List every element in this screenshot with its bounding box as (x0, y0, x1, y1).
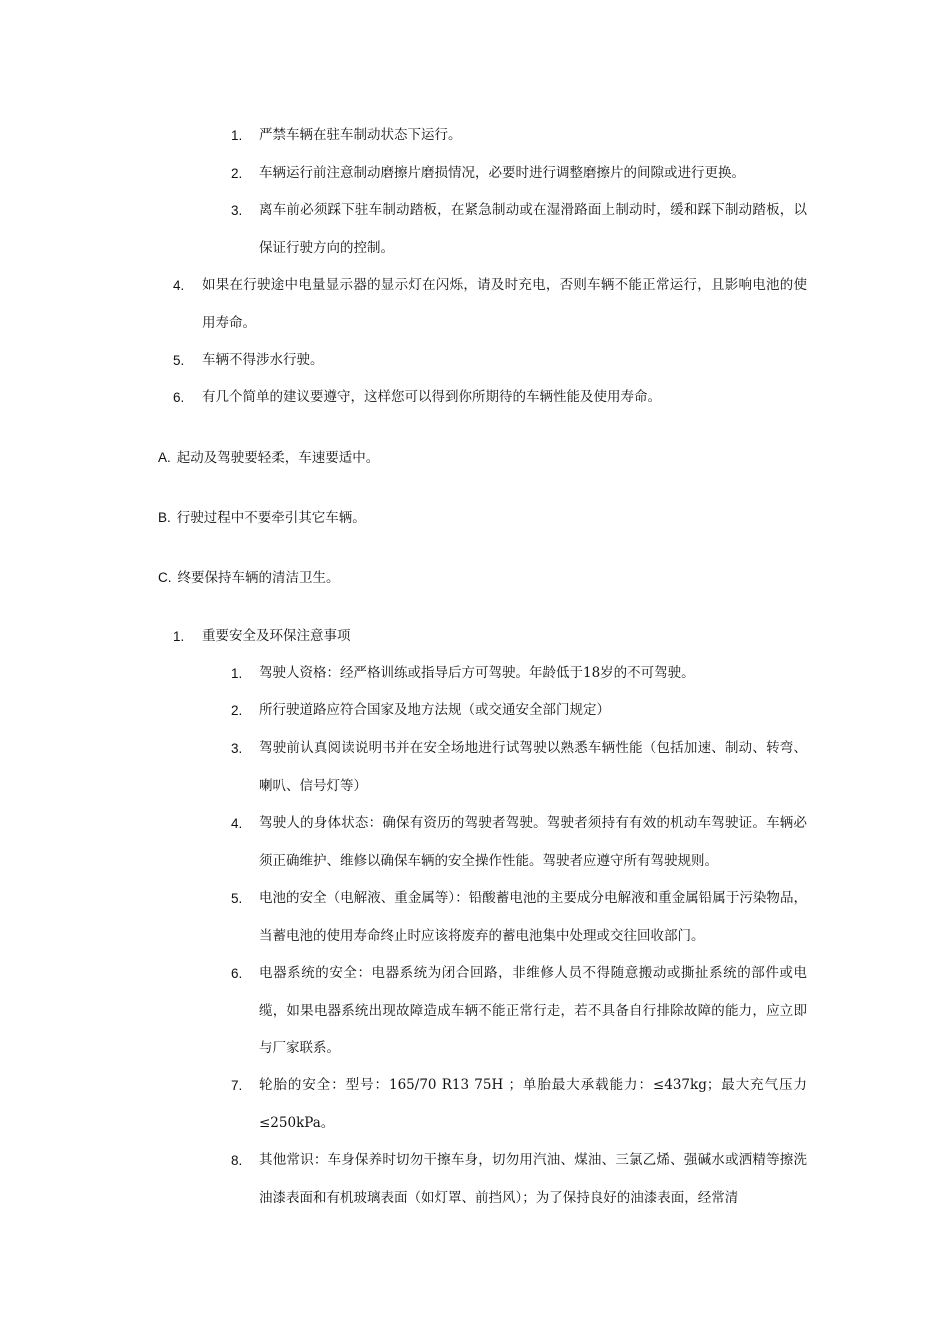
alpha-label: B. (158, 510, 171, 525)
list-item-text: 驾驶人的身体状态：确保有资历的驾驶者驾驶。驾驶者须持有有效的机动车驾驶证。车辆必须正确维护、维修以确保车辆的安全操作性能。驾驶者应遵守所有驾驶规则。 (259, 815, 807, 869)
list-item-text: 驾驶人资格：经严格训练或指导后方可驾驶。年龄低于18岁的不可驾驶。 (259, 665, 695, 681)
section-number: 1. (173, 629, 185, 644)
list-number: 7. (231, 1078, 243, 1093)
list-item-text: 电器系统的安全：电器系统为闭合回路，非维修人员不得随意搬动或撕扯系统的部件或电缆，如果电器系统出现故障造成车辆不能正常行走，若不具备自行排除故障的能力，应立即与厂家联系。 (259, 965, 807, 1056)
list-item-text: 有几个简单的建议要遵守，这样您可以得到你所期待的车辆性能及使用寿命。 (202, 389, 661, 405)
list-item-text: 其他常识：车身保养时切勿干擦车身，切勿用汽油、煤油、三氯乙烯、强碱水或洒精等擦洗油漆表面和有机玻璃表面（如灯罩、前挡风）；为了保持良好的油漆表面，经常清 (259, 1152, 807, 1206)
list-number: 3. (231, 203, 243, 218)
list-number: 5. (173, 353, 185, 368)
alpha-text: 行驶过程中不要牵引其它车辆。 (176, 510, 366, 526)
list-number: 4. (231, 816, 243, 831)
list-number: 5. (231, 891, 243, 906)
list-number: 1. (231, 128, 243, 143)
alpha-text: 起动及驾驶要轻柔，车速要适中。 (176, 450, 380, 466)
list-number: 2. (231, 703, 243, 718)
list-item-text: 轮胎的安全：型号：165/70 R13 75H ；单胎最大承载能力：≤437kg；最大充气压力≤250kPa。 (259, 1077, 807, 1131)
list-item-text: 驾驶前认真阅读说明书并在安全场地进行试驾驶以熟悉车辆性能（包括加速、制动、转弯、喇叭、信号灯等） (259, 740, 807, 794)
list-item-text: 车辆不得涉水行驶。 (202, 352, 324, 368)
alpha-text: 终要保持车辆的清洁卫生。 (177, 570, 340, 586)
list-item-text: 离车前必须踩下驻车制动踏板，在紧急制动或在湿滑路面上制动时，缓和踩下制动踏板，以保证行驶方向的控制。 (259, 202, 807, 256)
list-number: 6. (173, 390, 185, 405)
alpha-item (158, 559, 340, 598)
list-number: 3. (231, 741, 243, 756)
list-number: 8. (231, 1153, 243, 1168)
list-item-text: 车辆运行前注意制动磨擦片磨损情况，必要时进行调整磨擦片的间隙或进行更换。 (259, 165, 745, 181)
alpha-label: C. (158, 570, 172, 585)
list-number: 6. (231, 966, 243, 981)
alpha-item (158, 499, 366, 538)
alpha-label: A. (158, 450, 171, 465)
list-number: 1. (231, 666, 243, 681)
list-number: 4. (173, 278, 185, 293)
list-item-text: 如果在行驶途中电量显示器的显示灯在闪烁，请及时充电，否则车辆不能正常运行，且影响电池的使用寿命。 (202, 277, 807, 331)
section-title: 重要安全及环保注意事项 (202, 628, 351, 644)
list-item-text: 严禁车辆在驻车制动状态下运行。 (259, 127, 462, 143)
list-number: 2. (231, 166, 243, 181)
list-item-text: 电池的安全（电解液、重金属等）：铅酸蓄电池的主要成分电解液和重金属铅属于污染物品，当蓄电池的使用寿命终止时应该将废弃的蓄电池集中处理或交往回收部门。 (259, 890, 807, 944)
alpha-item (158, 439, 379, 478)
list-item-text: 所行驶道路应符合国家及地方法规（或交通安全部门规定） (259, 702, 610, 718)
